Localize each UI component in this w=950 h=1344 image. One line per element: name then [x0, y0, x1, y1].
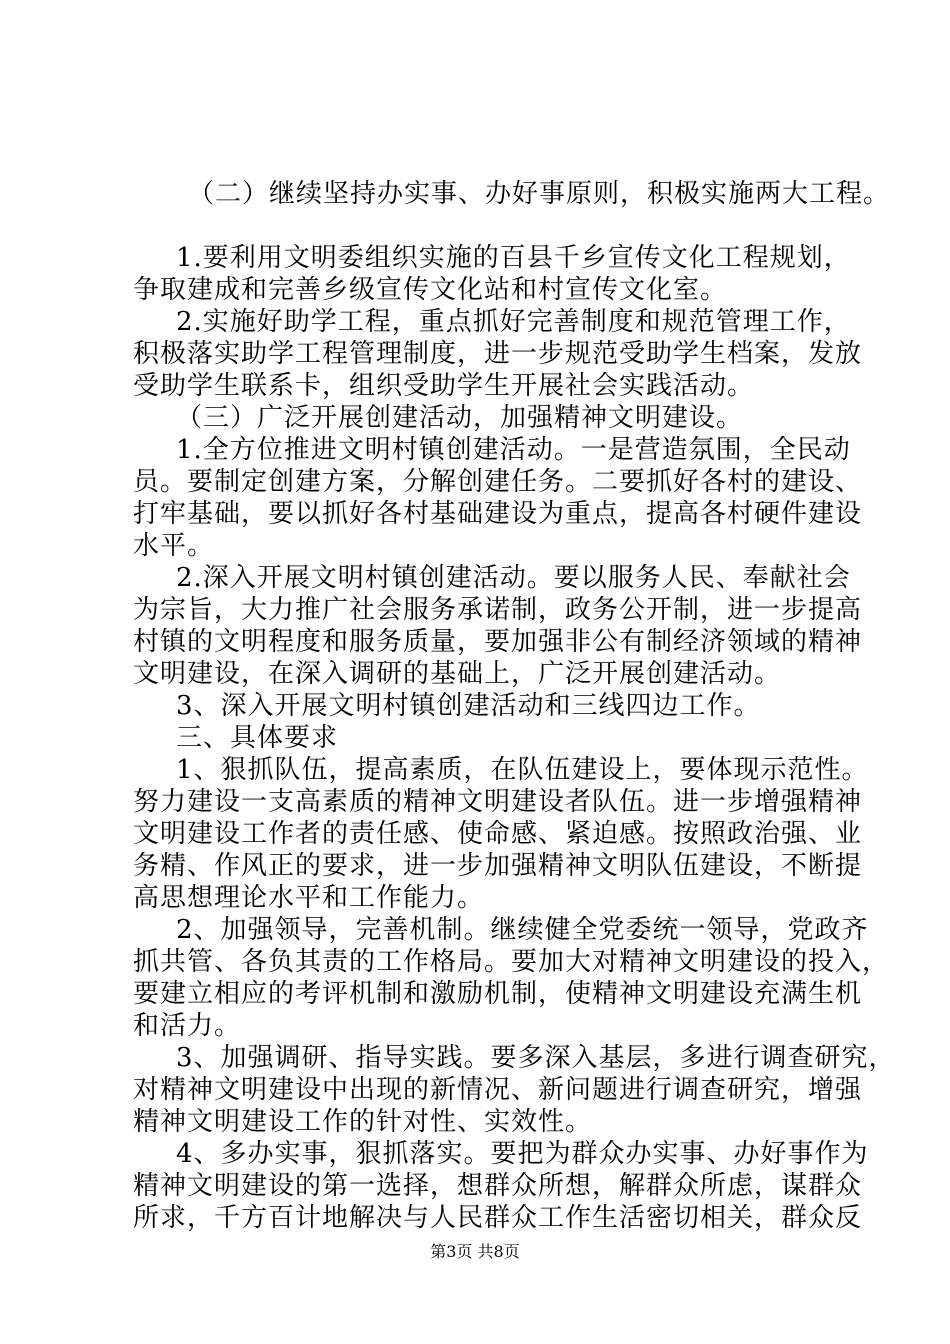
page-number-footer: 第3页 共8页 [430, 1242, 520, 1261]
section-heading: （二）继续坚持办实事、办好事原则，积极实施两大工程。 [188, 179, 891, 209]
paragraph-line: 对精神文明建设中出现的新情况、新问题进行调查研究，增强 [133, 1075, 863, 1105]
paragraph-line: 所求，千方百计地解决与人民群众工作生活密切相关，群众反 [133, 1203, 863, 1233]
paragraph-line: 3、加强调研、指导实践。要多深入基层，多进行调查研究， [176, 1043, 896, 1073]
paragraph-line: 村镇的文明程度和服务质量，要加强非公有制经济领域的精神 [133, 627, 863, 657]
section-heading: （三）广泛开展创建活动，加强精神文明建设。 [176, 403, 744, 433]
paragraph-line: 争取建成和完善乡级宣传文化站和村宣传文化室。 [133, 275, 728, 305]
section-heading: 三、具体要求 [176, 723, 339, 753]
paragraph-line: 积极落实助学工程管理制度，进一步规范受助学生档案，发放 [133, 339, 863, 369]
paragraph-line: 2.深入开展文明村镇创建活动。要以服务人民、奉献社会 [176, 563, 851, 593]
paragraph-line: 2、加强领导，完善机制。继续健全党委统一领导，党政齐 [176, 915, 869, 945]
paragraph-line: 精神文明建设工作的针对性、实效性。 [133, 1107, 593, 1137]
paragraph-line: 要建立相应的考评机制和激励机制，使精神文明建设充满生机 [133, 979, 863, 1009]
paragraph-line: 1.要利用文明委组织实施的百县千乡宣传文化工程规划， [176, 243, 851, 273]
paragraph-line: 务精、作风正的要求，进一步加强精神文明队伍建设，不断提 [133, 851, 863, 881]
paragraph-line: 员。要制定创建方案，分解创建任务。二要抓好各村的建设、 [133, 467, 863, 497]
paragraph-line: 文明建设，在深入调研的基础上，广泛开展创建活动。 [133, 659, 782, 689]
paragraph-line: 受助学生联系卡，组织受助学生开展社会实践活动。 [133, 371, 755, 401]
paragraph-line: 4、多办实事，狠抓落实。要把为群众办实事、办好事作为 [176, 1139, 869, 1169]
paragraph-line: 1.全方位推进文明村镇创建活动。一是营造氛围，全民动 [176, 435, 851, 465]
paragraph-line: 为宗旨，大力推广社会服务承诺制，政务公开制，进一步提高 [133, 595, 863, 625]
paragraph-line: 抓共管、各负其责的工作格局。要加大对精神文明建设的投入， [133, 947, 890, 977]
paragraph-line: 高思想理论水平和工作能力。 [133, 883, 485, 913]
paragraph-line: 精神文明建设的第一选择，想群众所想，解群众所虑，谋群众 [133, 1171, 863, 1201]
paragraph-line: 水平。 [133, 531, 215, 561]
paragraph-line: 打牢基础，要以抓好各村基础建设为重点，提高各村硬件建设 [133, 499, 863, 529]
paragraph-line: 1、狠抓队伍，提高素质，在队伍建设上，要体现示范性。 [176, 755, 869, 785]
paragraph-line: 2.实施好助学工程，重点抓好完善制度和规范管理工作， [176, 307, 851, 337]
paragraph-line: 3、深入开展文明村镇创建活动和三线四边工作。 [176, 691, 761, 721]
paragraph-line: 努力建设一支高素质的精神文明建设者队伍。进一步增强精神 [133, 787, 863, 817]
paragraph-line: 和活力。 [133, 1011, 242, 1041]
paragraph-line: 文明建设工作者的责任感、使命感、紧迫感。按照政治强、业 [133, 819, 863, 849]
